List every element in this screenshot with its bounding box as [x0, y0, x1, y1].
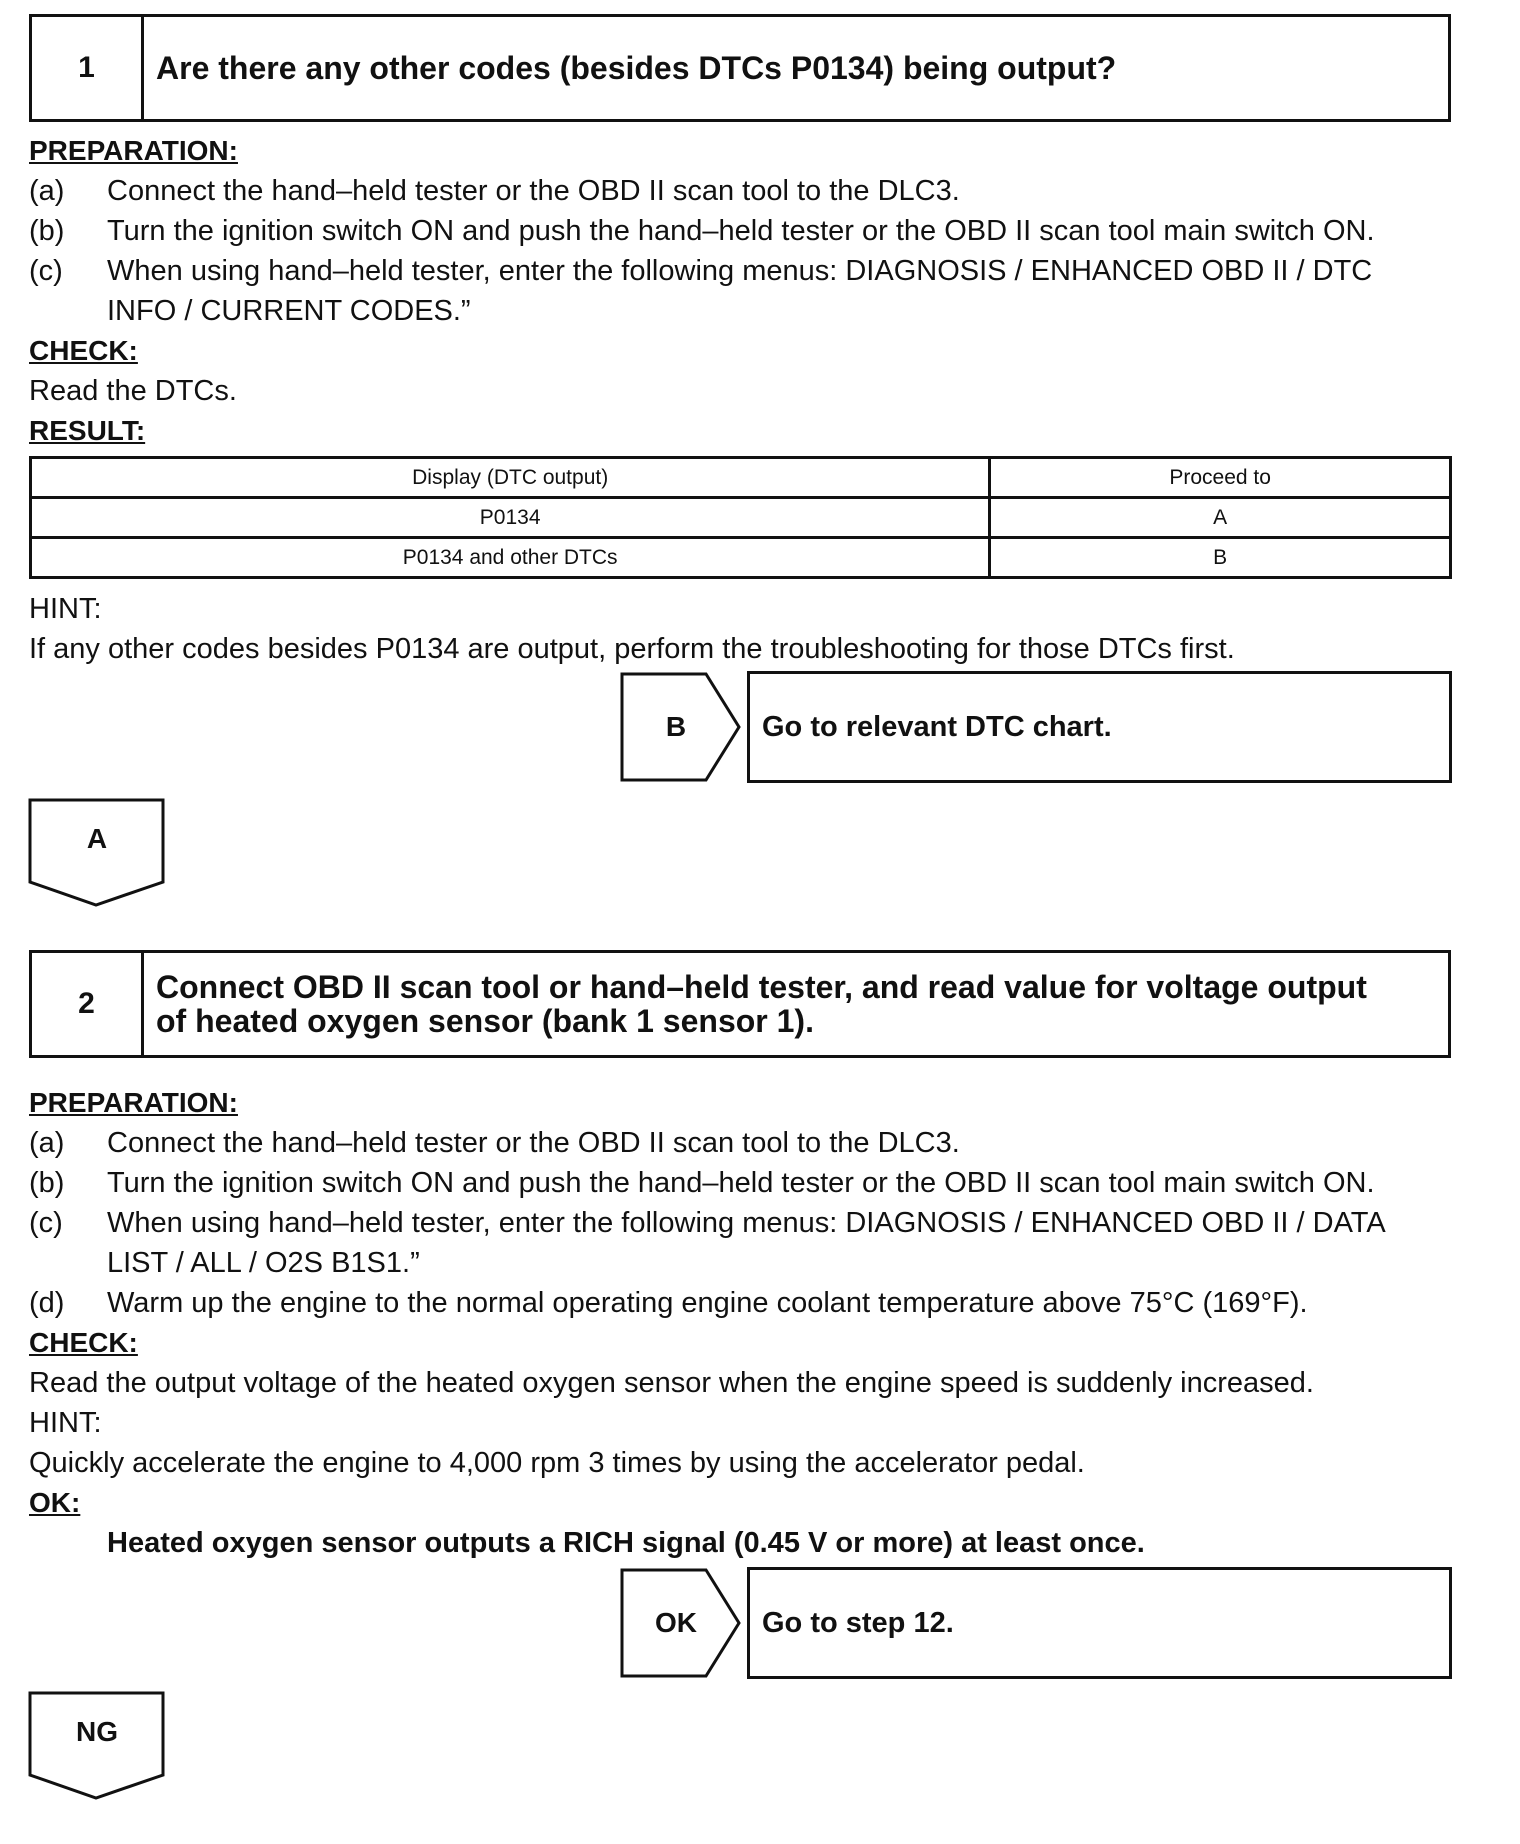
step1-result-heading: RESULT: [29, 415, 146, 446]
step2-branch-text: Go to step 12. [762, 1606, 954, 1639]
step2-title-line1: Connect OBD II scan tool or hand–held tester, and read value for voltage output [156, 969, 1367, 1005]
step1-prep-b-label: (b) [29, 215, 65, 247]
table-header-row [31, 458, 1451, 498]
step1-title [144, 17, 1448, 119]
step2-branch-destination [747, 1567, 1452, 1679]
step1-check-text: Read the DTCs. [29, 375, 237, 407]
step1-result-table [29, 456, 1452, 579]
step2-number: 2 [32, 953, 144, 1055]
step2-check-heading: CHECK: [29, 1327, 138, 1358]
step1-prep-a-label: (a) [29, 175, 65, 207]
table-header-cell: Proceed to [990, 458, 1451, 498]
step1-prep-a-text: Connect the hand–held tester or the OBD II scan tool to the DLC3. [107, 175, 960, 207]
step1-hint-text: If any other codes besides P0134 are output, perform the troubleshooting for those DTCs first. [29, 633, 1235, 665]
step1-number: 1 [32, 17, 144, 119]
step2-hint-text: Quickly accelerate the engine to 4,000 rpm 3 times by using the accelerator pedal. [29, 1447, 1085, 1479]
step1-branch-tag-label: B [665, 711, 687, 742]
step2-prep-d-text: Warm up the engine to the normal operating engine coolant temperature above 75°C (169°F). [107, 1287, 1308, 1319]
step1-title-text: Are there any other codes (besides DTCs P0134) being output? [156, 50, 1117, 86]
step1-check-heading: CHECK: [29, 335, 138, 366]
step2-prep-c-label: (c) [29, 1207, 63, 1239]
step1-continue-tag-label: A [86, 823, 108, 854]
step2-title-line2: of heated oxygen sensor (bank 1 sensor 1). [156, 1003, 814, 1039]
step1-prep-c-text-line1: When using hand–held tester, enter the following menus: DIAGNOSIS / ENHANCED OBD II / DTC [107, 255, 1373, 287]
step1-prep-b-text: Turn the ignition switch ON and push the hand–held tester or the OBD II scan tool main switch ON. [107, 215, 1375, 247]
table-row [31, 498, 1451, 538]
step2-prep-d-label: (d) [29, 1287, 65, 1319]
table-cell: P0134 [31, 498, 990, 538]
step1-branch-text: Go to relevant DTC chart. [762, 710, 1112, 743]
step2-header [29, 950, 1451, 1058]
step2-prep-c-text-line2: LIST / ALL / O2S B1S1.” [107, 1247, 420, 1279]
step1-header [29, 14, 1451, 122]
step2-prep-b-label: (b) [29, 1167, 65, 1199]
table-row [31, 538, 1451, 578]
step1-branch-destination [747, 671, 1452, 783]
step2-prep-a-text: Connect the hand–held tester or the OBD II scan tool to the DLC3. [107, 1127, 960, 1159]
step1-hint-heading: HINT: [29, 593, 102, 625]
table-header-cell: Display (DTC output) [31, 458, 990, 498]
table-cell: A [990, 498, 1451, 538]
step2-continue-tag-label: NG [76, 1716, 118, 1747]
step1-prep-c-text-line2: INFO / CURRENT CODES.” [107, 295, 471, 327]
step2-prep-c-text-line1: When using hand–held tester, enter the following menus: DIAGNOSIS / ENHANCED OBD II / DATA [107, 1207, 1386, 1239]
step2-branch-tag-label: OK [655, 1607, 697, 1638]
step1-prep-c-label: (c) [29, 255, 63, 287]
step1-preparation-heading: PREPARATION: [29, 135, 238, 166]
step2-hint-heading: HINT: [29, 1407, 102, 1439]
table-cell: P0134 and other DTCs [31, 538, 990, 578]
step2-title [144, 953, 1448, 1055]
table-cell: B [990, 538, 1451, 578]
step2-ok-text: Heated oxygen sensor outputs a RICH signal (0.45 V or more) at least once. [107, 1527, 1145, 1559]
step2-preparation-heading: PREPARATION: [29, 1087, 238, 1118]
step2-prep-a-label: (a) [29, 1127, 65, 1159]
step2-check-text: Read the output voltage of the heated oxygen sensor when the engine speed is suddenly increased. [29, 1367, 1314, 1399]
step2-ok-heading: OK: [29, 1487, 81, 1518]
step2-prep-b-text: Turn the ignition switch ON and push the hand–held tester or the OBD II scan tool main switch ON. [107, 1167, 1375, 1199]
